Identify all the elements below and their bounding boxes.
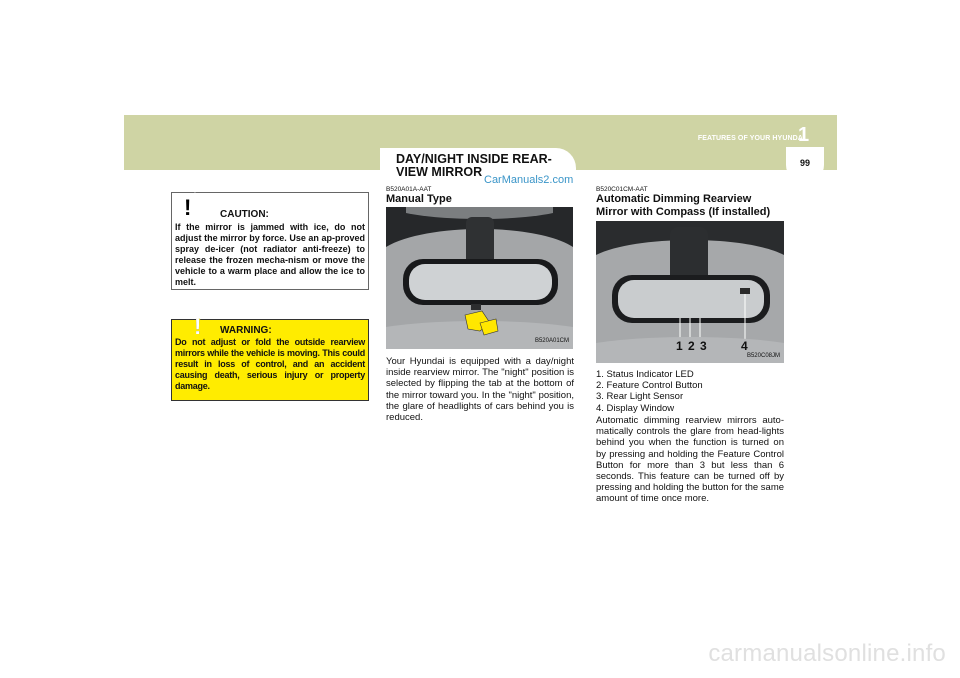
auto-heading-line-2: Mirror with Compass (If installed) bbox=[596, 206, 771, 218]
caution-exclamation-icon: ! bbox=[184, 195, 192, 220]
auto-component-list bbox=[596, 369, 703, 414]
auto-description: Automatic dimming rearview mirrors auto-matically controls the glare from head-lights behind you when the function is turned on by pressing and holding the Feature Control Button for more than 3 but less than 6 seconds. This feature can be turned off by pressing and holding the button for the same amount of time once more. bbox=[596, 415, 785, 505]
warning-exclamation-icon: ! bbox=[194, 314, 202, 339]
manual-mirror-photo bbox=[386, 207, 573, 349]
auto-figure-code: B520C08JM bbox=[746, 353, 780, 359]
auto-mirror-photo bbox=[596, 221, 784, 363]
list-item: 4. Display Window bbox=[596, 402, 675, 414]
section-label: FEATURES OF YOUR HYUNDAI bbox=[697, 135, 805, 142]
manual-figure-code: B520A01CM bbox=[534, 338, 569, 344]
list-item: 1. Status Indicator LED bbox=[596, 369, 694, 380]
caution-text: If the mirror is jammed with ice, do not adjust the mirror by force. Use an ap-proved spray de-icer (not radiator anti-freeze) to release the frozen mecha-nism or move the vehicle to a warm place and allow the ice to melt. bbox=[175, 222, 365, 287]
auto-heading-line-1: Automatic Dimming Rearview bbox=[596, 193, 752, 205]
section-number: 1 bbox=[798, 124, 810, 146]
manual-heading: Manual Type bbox=[386, 193, 452, 205]
callout-1-2-3: 1 2 3 bbox=[676, 339, 708, 353]
manual-section-code: B520A01A-AAT bbox=[386, 186, 432, 193]
watermark-link[interactable]: CarManuals2.com bbox=[484, 174, 574, 186]
title-line-1: DAY/NIGHT INSIDE REAR- bbox=[396, 152, 552, 166]
manual-mirror-illustration bbox=[386, 207, 573, 349]
title-line-2: VIEW MIRROR bbox=[396, 165, 483, 179]
caution-box bbox=[171, 192, 369, 290]
footer-watermark[interactable]: carmanualsonline.info bbox=[708, 640, 946, 667]
auto-heading bbox=[596, 193, 770, 219]
page-number: 99 bbox=[799, 158, 810, 168]
caution-title: CAUTION: bbox=[220, 209, 269, 220]
warning-text: Do not adjust or fold the outside rearview mirrors while the vehicle is moving. This could result in loss of control, and an accident causing death, serious injury or property damage. bbox=[175, 337, 365, 391]
callout-4: 4 bbox=[741, 339, 748, 353]
list-item: 3. Rear Light Sensor bbox=[596, 391, 684, 403]
warning-title: WARNING: bbox=[220, 325, 272, 336]
auto-section-code: B520C01CM-AAT bbox=[596, 186, 648, 193]
list-item: 2. Feature Control Button bbox=[596, 380, 703, 392]
manual-description: Your Hyundai is equipped with a day/night inside rearview mirror. The "night" position is selected by flipping the tab at the bottom of the mirror toward you. In the "night" position, the glare of headlights of cars behind you is reduced. bbox=[386, 356, 574, 424]
warning-box bbox=[171, 314, 369, 401]
